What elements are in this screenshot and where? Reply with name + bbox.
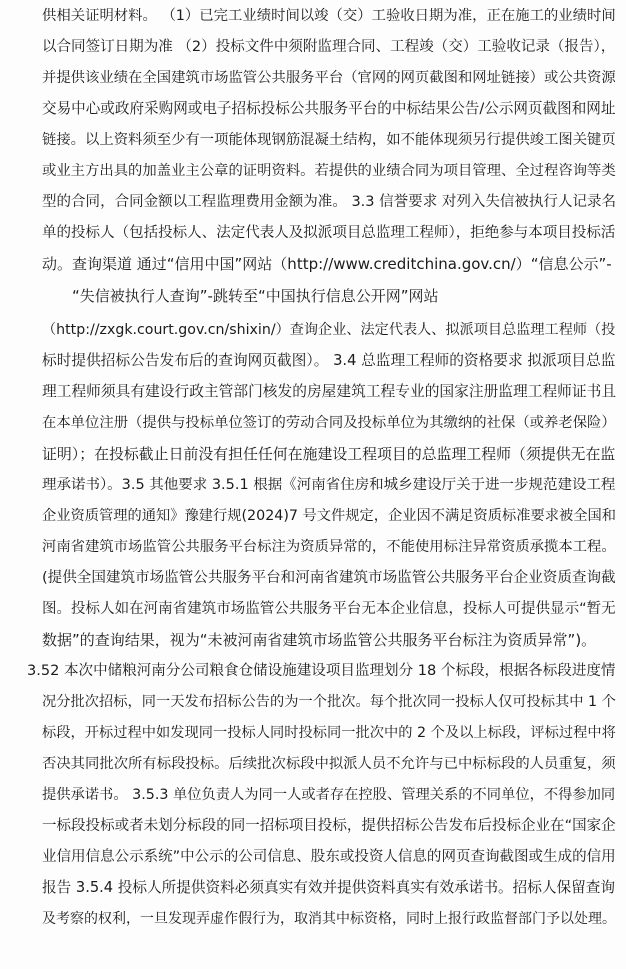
text-line: 或业主方出具的加盖业主公章的证明资料。若提供的业绩合同为项目管理、全过程咨询等类 <box>42 163 616 179</box>
text-line: 况分批次招标，同一天发布招标公告的为一个批次。每个批次同一投标人仅可投标其中 1 个 <box>42 694 616 710</box>
text-line: “失信被执行人查询”-跳转至“中国执行信息公开网”网站 <box>72 287 439 305</box>
text-line: 并提供该业绩在全国建筑市场监管公共服务平台（官网的网页截图和网址链接）或公共资源 <box>42 70 616 86</box>
text-line: 报告 3.5.4 投标人所提供资料必须真实有效并提供资料真实有效承诺书。招标人保留查询 <box>42 879 616 896</box>
text-line: 否决其同批次所有标段投标。后续批次标段中拟派人员不允许与已中标标段的人员重复，须 <box>42 756 616 772</box>
text-line: 理工程师须具有建设行政主管部门核发的房屋建筑工程专业的国家注册监理工程师证书且 <box>42 383 617 400</box>
text-line: 交易中心或政府采购网或电子招标投标公共服务平台的中标结果公告/公示网页截图和网址 <box>42 100 616 117</box>
text-line: 标时提供招标公告发布后的查询网页截图）。 3.4 总监理工程师的资格要求 拟派项目总监 <box>42 352 616 369</box>
text-line: 企业资质管理的通知》豫建行规(2024)7 号文件规定，企业因不满足资质标准要求被全国和 <box>42 508 616 524</box>
text-line: 数据”的查询结果，视为“未被河南省建筑市场监管公共服务平台标注为资质异常”)。 <box>42 631 597 649</box>
text-line: 提供承诺书。 3.5.3 单位负责人为同一人或者存在控股、管理关系的不同单位，不得参加同 <box>42 787 616 803</box>
text-line: 及考察的权利，一旦发现弄虚作假行为，取消其中标资格，同时上报行政监督部门予以处理。 <box>42 911 616 927</box>
text-line: 动。查询渠道 通过“信用中国”网站（http://www.creditchina.gov.cn/）“信息公示”- <box>42 255 612 273</box>
text-line: 3.52 本次中储粮河南分公司粮食仓储设施建设项目监理划分 18 个标段，根据各标段进度情 <box>27 662 616 679</box>
text-line: 供相关证明材料。 （1）已完工业绩时间以竣（交）工验收日期为准，正在施工的业绩时间 <box>42 8 616 24</box>
text-line: 型的合同，合同金额以工程监理费用金额为准。 3.3 信誉要求 对列入失信被执行人记录名 <box>42 194 617 210</box>
text-line: 在本单位注册（提供与投标单位签订的劳动合同及投标单位为其缴纳的社保（或养老保险） <box>42 415 616 431</box>
text-line: 链接。以上资料须至少有一项能体现钢筋混凝土结构，如不能体现须另行提供竣工图关键页 <box>42 132 616 148</box>
text-line: 证明）；在投标截止日前没有担任任何在施建设工程项目的总监理工程师（须提供无在监 <box>42 445 616 463</box>
text-line: 单的投标人（包括投标人、法定代表人及拟派项目总监理工程师），拒绝参与本项目投标活 <box>42 225 616 241</box>
text-line: 以合同签订日期为准 （2）投标文件中须附监理合同、工程竣（交）工验收记录（报告）， <box>42 39 616 55</box>
text-line: 业信用信息公示系统”中公示的公司信息、股东或投资人信息的网页查询截图或生成的信用 <box>42 849 616 865</box>
text-line: 河南省建筑市场监管公共服务平台标注为资质异常的，不能使用标注异常资质承揽本工程。 <box>42 539 616 555</box>
text-line: 图。投标人如在河南省建筑市场监管公共服务平台无本企业信息，投标人可提供显示“暂无 <box>42 601 616 617</box>
text-line: 一标段投标或者未划分标段的同一招标项目投标，提供招标公告发布后投标企业在“国家企 <box>42 818 616 834</box>
text-line: 标段，开标过程中如发现同一投标人同时投标同一批次中的 2 个及以上标段，评标过程中将 <box>42 725 616 741</box>
text-line: （http://zxgk.court.gov.cn/shixin/）查询企业、法定代表人、拟派项目总监理工程师（投 <box>42 322 616 338</box>
text-line: 理承诺书）。3.5 其他要求 3.5.1 根据《河南省住房和城乡建设厅关于进一步规范建设工程 <box>42 477 616 493</box>
text-line: (提供全国建筑市场监管公共服务平台和河南省建筑市场监管公共服务平台企业资质查询截 <box>42 569 616 586</box>
